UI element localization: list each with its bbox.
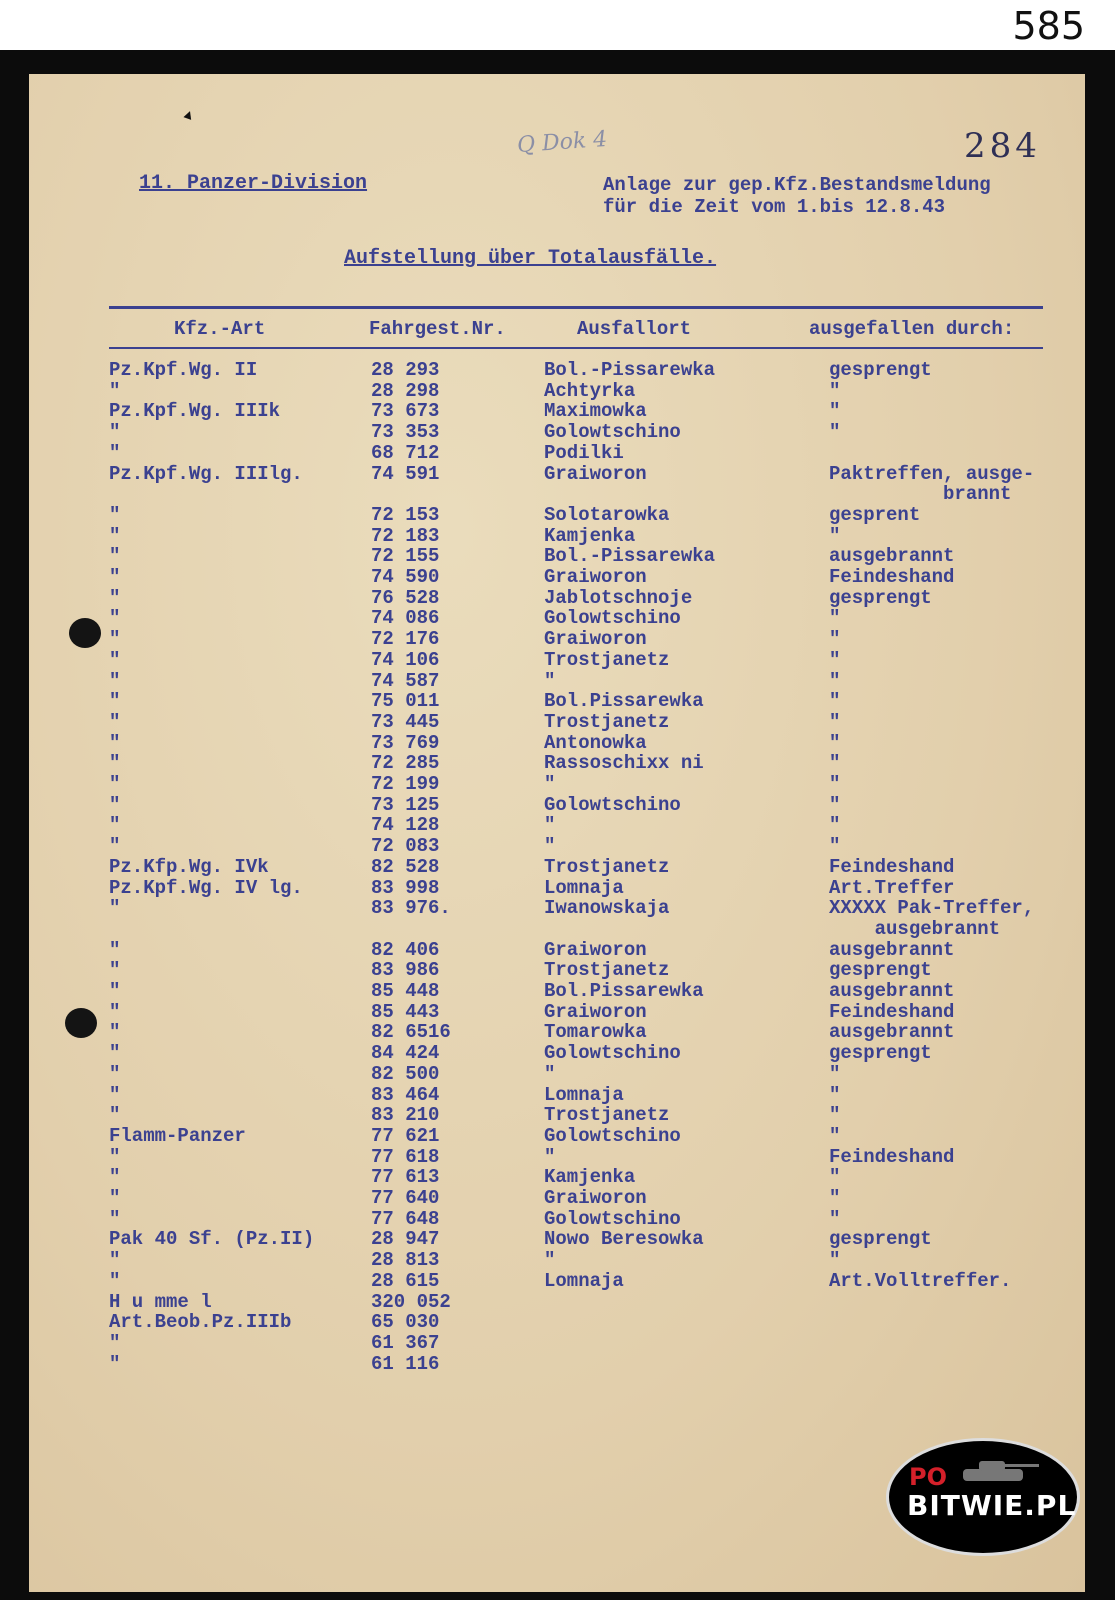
vehicle-type: " <box>109 1145 121 1168</box>
table-row <box>29 1147 1085 1168</box>
loss-cause: " <box>829 1062 841 1085</box>
loss-location: Graiworon <box>544 566 647 588</box>
loss-location: Graiworon <box>544 462 647 485</box>
loss-cause: gesprent <box>829 503 921 526</box>
table-row <box>29 1250 1085 1271</box>
loss-location: " <box>544 1145 556 1168</box>
table-row <box>29 422 1085 443</box>
table-row <box>29 1333 1085 1354</box>
column-header-place: Ausfallort <box>577 318 692 340</box>
loss-location: Bol.Pissarewka <box>544 690 704 713</box>
loss-location: Kamjenka <box>544 1166 636 1189</box>
loss-cause: Art.Treffer <box>829 876 955 899</box>
page-number: 585 <box>1012 4 1085 48</box>
chassis-number: 61 116 <box>371 1352 440 1375</box>
loss-location: Bol.-Pissarewka <box>544 545 716 568</box>
vehicle-type: " <box>109 793 121 816</box>
vehicle-type: " <box>109 441 121 464</box>
vehicle-type: " <box>109 938 121 961</box>
table-row <box>29 671 1085 692</box>
vehicle-type: " <box>109 648 121 671</box>
chassis-number: 83 210 <box>371 1104 440 1127</box>
table-row <box>29 546 1085 567</box>
loss-cause: ausgebrannt <box>829 938 955 961</box>
punch-hole <box>69 618 101 648</box>
loss-cause: " <box>829 793 841 816</box>
loss-location: " <box>544 773 556 795</box>
vehicle-type: " <box>109 1042 121 1065</box>
vehicle-type: Pz.Kpf.Wg. IIIlg. <box>109 462 303 485</box>
tank-icon <box>949 1457 1041 1487</box>
loss-location: Golowtschino <box>544 421 681 444</box>
table-row <box>29 1167 1085 1188</box>
vehicle-type: H u mme l <box>109 1290 212 1313</box>
loss-cause: " <box>829 524 841 547</box>
chassis-number: 73 353 <box>371 421 440 444</box>
table-row <box>29 1209 1085 1230</box>
loss-location: Trostjanetz <box>544 648 670 671</box>
loss-cause: " <box>829 690 841 713</box>
annex-line-1: Anlage zur gep.Kfz.Bestandsmeldung <box>603 174 991 196</box>
table-row <box>29 712 1085 733</box>
chassis-number: 74 587 <box>371 669 440 692</box>
loss-cause: brannt <box>829 483 1012 506</box>
punch-hole <box>65 1008 97 1038</box>
loss-location: " <box>544 1062 556 1085</box>
vehicle-type: Pz.Kpf.Wg. IIIk <box>109 400 281 423</box>
vehicle-type: " <box>109 773 121 795</box>
chassis-number: 74 591 <box>371 462 440 485</box>
vehicle-type: " <box>109 566 121 588</box>
loss-location: Bol.-Pissarewka <box>544 359 716 381</box>
column-header-type: Kfz.-Art <box>174 318 266 340</box>
vehicle-type: " <box>109 1187 121 1209</box>
loss-location: " <box>544 835 556 858</box>
table-row <box>29 608 1085 629</box>
table-row <box>29 464 1085 485</box>
table-row <box>29 1002 1085 1023</box>
vehicle-type: " <box>109 1000 121 1023</box>
loss-cause: gesprengt <box>829 959 932 982</box>
vehicle-type: " <box>109 503 121 526</box>
loss-location: Rassoschixx ni <box>544 752 704 775</box>
chassis-number: 85 448 <box>371 980 440 1002</box>
scanned-document <box>0 50 1115 1600</box>
vehicle-type: " <box>109 710 121 733</box>
table-row <box>29 857 1085 878</box>
table-row <box>29 567 1085 588</box>
table-row <box>29 960 1085 981</box>
loss-cause: Feindeshand <box>829 1145 955 1168</box>
table-row <box>29 919 1085 940</box>
logo-text-bitwie: BITWIE.PL <box>907 1489 1077 1522</box>
chassis-number: 28 298 <box>371 379 440 402</box>
chassis-number: 28 615 <box>371 1269 440 1292</box>
loss-location: Golowtschino <box>544 1207 681 1230</box>
table-row <box>29 898 1085 919</box>
vehicle-type: Pz.Kfp.Wg. IVk <box>109 855 269 878</box>
loss-cause: " <box>829 1187 841 1209</box>
table-row <box>29 505 1085 526</box>
chassis-number: 72 083 <box>371 835 440 858</box>
loss-cause: " <box>829 628 841 651</box>
chassis-number: 72 153 <box>371 503 440 526</box>
logo-text-po: PO <box>909 1463 947 1491</box>
loss-location: Solotarowka <box>544 503 670 526</box>
table-top-rule <box>109 306 1043 309</box>
loss-location: Golowtschino <box>544 1124 681 1147</box>
ink-mark-icon: ▲ <box>181 107 195 125</box>
chassis-number: 320 052 <box>371 1290 451 1313</box>
loss-cause: gesprengt <box>829 1228 932 1251</box>
loss-cause: Art.Volltreffer. <box>829 1269 1012 1292</box>
loss-location: Trostjanetz <box>544 710 670 733</box>
loss-location: " <box>544 814 556 837</box>
vehicle-type: " <box>109 1083 121 1106</box>
vehicle-type: " <box>109 1352 121 1375</box>
loss-location: Trostjanetz <box>544 1104 670 1127</box>
loss-cause: " <box>829 1083 841 1106</box>
loss-cause: " <box>829 752 841 775</box>
vehicle-type: Pz.Kpf.Wg. IV lg. <box>109 876 303 899</box>
chassis-number: 82 406 <box>371 938 440 961</box>
vehicle-type: " <box>109 1269 121 1292</box>
loss-cause: " <box>829 421 841 444</box>
table-row <box>29 1105 1085 1126</box>
loss-cause: gesprengt <box>829 359 932 381</box>
loss-location: Jablotschnoje <box>544 586 693 609</box>
chassis-number: 72 183 <box>371 524 440 547</box>
loss-cause: XXXXX Pak-Treffer, <box>829 897 1035 920</box>
vehicle-type: " <box>109 835 121 858</box>
loss-cause: ausgebrannt <box>829 545 955 568</box>
table-row <box>29 650 1085 671</box>
vehicle-type: Pak 40 Sf. (Pz.II) <box>109 1228 315 1251</box>
loss-location: Trostjanetz <box>544 855 670 878</box>
loss-location: Iwanowskaja <box>544 897 670 920</box>
chassis-number: 83 998 <box>371 876 440 899</box>
loss-cause: Feindeshand <box>829 855 955 878</box>
table-row <box>29 1292 1085 1313</box>
chassis-number: 82 6516 <box>371 1021 451 1044</box>
loss-location: Graiworon <box>544 1187 647 1209</box>
chassis-number: 83 464 <box>371 1083 440 1106</box>
vehicle-type: Flamm-Panzer <box>109 1124 246 1147</box>
vehicle-type: " <box>109 1104 121 1127</box>
loss-cause: " <box>829 1207 841 1230</box>
table-row <box>29 1064 1085 1085</box>
loss-location: Lomnaja <box>544 876 624 899</box>
loss-location: Lomnaja <box>544 1269 624 1292</box>
loss-cause: ausgebrannt <box>829 917 1001 940</box>
loss-cause: " <box>829 379 841 402</box>
loss-cause: " <box>829 400 841 423</box>
loss-cause: gesprengt <box>829 1042 932 1065</box>
chassis-number: 28 947 <box>371 1228 440 1251</box>
loss-location: Nowo Beresowka <box>544 1228 704 1251</box>
chassis-number: 82 528 <box>371 855 440 878</box>
table-row <box>29 1085 1085 1106</box>
chassis-number: 77 640 <box>371 1187 440 1209</box>
archive-number: 284 <box>964 126 1041 166</box>
loss-location: Golowtschino <box>544 1042 681 1065</box>
table-row <box>29 774 1085 795</box>
table-row <box>29 733 1085 754</box>
table-row <box>29 940 1085 961</box>
table-row <box>29 691 1085 712</box>
loss-cause: " <box>829 835 841 858</box>
loss-location: Achtyrka <box>544 379 636 402</box>
table-row <box>29 1043 1085 1064</box>
chassis-number: 73 445 <box>371 710 440 733</box>
loss-cause: " <box>829 710 841 733</box>
vehicle-type: " <box>109 1062 121 1085</box>
loss-location: Graiworon <box>544 1000 647 1023</box>
vehicle-type: Art.Beob.Pz.IIIb <box>109 1311 292 1334</box>
vehicle-type: " <box>109 628 121 651</box>
loss-location: Golowtschino <box>544 607 681 630</box>
loss-location: Bol.Pissarewka <box>544 980 704 1002</box>
loss-location: Maximowka <box>544 400 647 423</box>
vehicle-type: " <box>109 379 121 402</box>
vehicle-type: " <box>109 421 121 444</box>
loss-cause: " <box>829 607 841 630</box>
table-row <box>29 1354 1085 1375</box>
vehicle-type: " <box>109 586 121 609</box>
chassis-number: 61 367 <box>371 1331 440 1354</box>
table-row <box>29 1229 1085 1250</box>
column-header-cause: ausgefallen durch: <box>809 318 1015 340</box>
loss-cause: " <box>829 648 841 671</box>
loss-cause: Paktreffen, ausge- <box>829 462 1035 485</box>
loss-location: Antonowka <box>544 731 647 754</box>
table-row <box>29 753 1085 774</box>
chassis-number: 77 621 <box>371 1124 440 1147</box>
vehicle-type: " <box>109 1331 121 1354</box>
chassis-number: 73 673 <box>371 400 440 423</box>
vehicle-type: " <box>109 752 121 775</box>
loss-cause: " <box>829 669 841 692</box>
vehicle-type: " <box>109 1166 121 1189</box>
division-name: 11. Panzer-Division <box>139 172 368 195</box>
paper-sheet <box>29 74 1085 1592</box>
chassis-number: 83 976. <box>371 897 451 920</box>
document-heading: Aufstellung über Totalausfälle. <box>344 247 717 270</box>
chassis-number: 72 176 <box>371 628 440 651</box>
pencil-note: Q Dok 4 <box>516 126 608 159</box>
loss-cause: " <box>829 1124 841 1147</box>
chassis-number: 74 590 <box>371 566 440 588</box>
table-row <box>29 815 1085 836</box>
table-row <box>29 381 1085 402</box>
loss-location: Golowtschino <box>544 793 681 816</box>
table-row <box>29 1271 1085 1292</box>
vehicle-type: " <box>109 669 121 692</box>
vehicle-type: " <box>109 690 121 713</box>
loss-location: Kamjenka <box>544 524 636 547</box>
chassis-number: 72 155 <box>371 545 440 568</box>
vehicle-type: " <box>109 1207 121 1230</box>
loss-location: Tomarowka <box>544 1021 647 1044</box>
chassis-number: 85 443 <box>371 1000 440 1023</box>
annex-title <box>603 174 991 218</box>
vehicle-type: " <box>109 897 121 920</box>
chassis-number: 73 125 <box>371 793 440 816</box>
chassis-number: 84 424 <box>371 1042 440 1065</box>
chassis-number: 68 712 <box>371 441 440 464</box>
table-row <box>29 443 1085 464</box>
chassis-number: 72 199 <box>371 773 440 795</box>
vehicle-type: Pz.Kpf.Wg. II <box>109 359 258 381</box>
loss-location: Lomnaja <box>544 1083 624 1106</box>
loss-cause: " <box>829 773 841 795</box>
loss-cause: " <box>829 1104 841 1127</box>
loss-cause: ausgebrannt <box>829 980 955 1002</box>
loss-location: " <box>544 669 556 692</box>
chassis-number: 72 285 <box>371 752 440 775</box>
table-row <box>29 360 1085 381</box>
loss-cause: Feindeshand <box>829 1000 955 1023</box>
chassis-number: 74 086 <box>371 607 440 630</box>
table-row <box>29 1188 1085 1209</box>
chassis-number: 74 128 <box>371 814 440 837</box>
vehicle-type: " <box>109 524 121 547</box>
vehicle-type: " <box>109 1021 121 1044</box>
annex-line-2: für die Zeit vom 1.bis 12.8.43 <box>603 196 946 218</box>
chassis-number: 73 769 <box>371 731 440 754</box>
loss-location: Trostjanetz <box>544 959 670 982</box>
vehicle-type: " <box>109 731 121 754</box>
loss-cause: " <box>829 1166 841 1189</box>
chassis-number: 77 613 <box>371 1166 440 1189</box>
table-row <box>29 526 1085 547</box>
vehicle-type: " <box>109 1249 121 1272</box>
table-header-rule <box>109 347 1043 349</box>
chassis-number: 77 648 <box>371 1207 440 1230</box>
chassis-number: 28 293 <box>371 359 440 381</box>
chassis-number: 65 030 <box>371 1311 440 1334</box>
loss-location: Podilki <box>544 441 624 464</box>
table-row <box>29 1312 1085 1333</box>
loss-location: Graiworon <box>544 938 647 961</box>
table-row <box>29 484 1085 505</box>
loss-location: " <box>544 1249 556 1272</box>
loss-location: Graiworon <box>544 628 647 651</box>
loss-cause: Feindeshand <box>829 566 955 588</box>
loss-cause: " <box>829 814 841 837</box>
vehicle-type: " <box>109 607 121 630</box>
loss-cause: " <box>829 1249 841 1272</box>
loss-cause: ausgebrannt <box>829 1021 955 1044</box>
loss-cause: gesprengt <box>829 586 932 609</box>
vehicle-type: " <box>109 545 121 568</box>
chassis-number: 77 618 <box>371 1145 440 1168</box>
table-row <box>29 836 1085 857</box>
loss-cause: " <box>829 731 841 754</box>
watermark-logo <box>886 1438 1080 1556</box>
table-row <box>29 1022 1085 1043</box>
vehicle-type: " <box>109 814 121 837</box>
chassis-number: 75 011 <box>371 690 440 713</box>
table-row <box>29 795 1085 816</box>
table-row <box>29 629 1085 650</box>
vehicle-type: " <box>109 980 121 1002</box>
table-row <box>29 878 1085 899</box>
table-row <box>29 1126 1085 1147</box>
chassis-number: 82 500 <box>371 1062 440 1085</box>
vehicle-type: " <box>109 959 121 982</box>
table-row <box>29 401 1085 422</box>
chassis-number: 76 528 <box>371 586 440 609</box>
chassis-number: 74 106 <box>371 648 440 671</box>
column-header-chassis: Fahrgest.Nr. <box>369 318 506 340</box>
table-row <box>29 588 1085 609</box>
chassis-number: 83 986 <box>371 959 440 982</box>
table-row <box>29 981 1085 1002</box>
chassis-number: 28 813 <box>371 1249 440 1272</box>
